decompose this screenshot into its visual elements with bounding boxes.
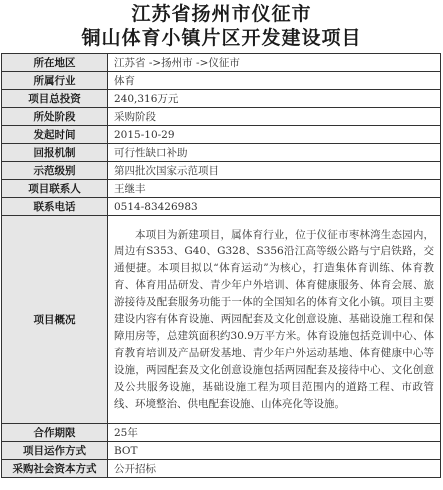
investment-value: 240,316万元 (108, 90, 441, 108)
stage-label: 所处阶段 (2, 108, 108, 126)
row-stage (2, 108, 441, 126)
row-launch-date (2, 126, 441, 144)
demo-level-label: 示范级别 (2, 162, 108, 180)
operation-mode-value: BOT (108, 442, 441, 460)
contact-label: 项目联系人 (2, 180, 108, 198)
row-term (2, 424, 441, 442)
page-title (0, 0, 443, 52)
summary-text: 本项目为新建项目，属体育行业，位于仪征市枣林湾生态园内，周边有S353、G40、G328、S356沿江高等级公路与宁启铁路，交通便捷。本项目拟以“体育运动”为核心，打造集体育训练、体育教育、体育用品研发、青少年户外培训、体育健康服务、体育会展、旅游接待及配套服务功能于一体的全国知名的体育文化小镇。项目主要建设内容有体育设施、两园配套及文化创意设施、基础设施工程和保障用房等，总建筑面积约30.9万平方米。体育设施包括竞训中心、体育教育培训及产品研发基地、青少年户外运动基地、体育健康中心等设施，两园配套及文化创意设施包括两园配套及接待中心、文化创意及公共服务设施，基础设施工程为项目范围内的道路工程、市政管线、环境整治、供电配套设施、山体亮化等设施。 (108, 216, 441, 424)
row-return-mechanism (2, 144, 441, 162)
demo-level-value: 第四批次国家示范项目 (108, 162, 441, 180)
project-info-table (1, 53, 441, 478)
row-investment (2, 90, 441, 108)
row-procurement (2, 460, 441, 478)
row-phone (2, 198, 441, 216)
title-line-2: 铜山体育小镇片区开发建设项目 (81, 27, 362, 49)
row-operation-mode (2, 442, 441, 460)
title-line-1: 江苏省扬州市仪征市 (131, 3, 312, 25)
launch-date-value: 2015-10-29 (108, 126, 441, 144)
summary-label: 项目概况 (2, 216, 108, 424)
industry-value: 体育 (108, 72, 441, 90)
phone-value: 0514-83426983 (108, 198, 441, 216)
row-summary (2, 216, 441, 424)
contact-value: 王继丰 (108, 180, 441, 198)
launch-date-label: 发起时间 (2, 126, 108, 144)
term-value: 25年 (108, 424, 441, 442)
return-mechanism-value: 可行性缺口补助 (108, 144, 441, 162)
procurement-value: 公开招标 (108, 460, 441, 478)
procurement-label: 采购社会资本方式 (2, 460, 108, 478)
phone-label: 联系电话 (2, 198, 108, 216)
location-value: 江苏省 ->扬州市 ->仪征市 (108, 54, 441, 72)
location-label: 所在地区 (2, 54, 108, 72)
operation-mode-label: 项目运作方式 (2, 442, 108, 460)
stage-value: 采购阶段 (108, 108, 441, 126)
term-label: 合作期限 (2, 424, 108, 442)
row-demo-level (2, 162, 441, 180)
industry-label: 所属行业 (2, 72, 108, 90)
row-location (2, 54, 441, 72)
return-mechanism-label: 回报机制 (2, 144, 108, 162)
investment-label: 项目总投资 (2, 90, 108, 108)
row-industry (2, 72, 441, 90)
row-contact (2, 180, 441, 198)
